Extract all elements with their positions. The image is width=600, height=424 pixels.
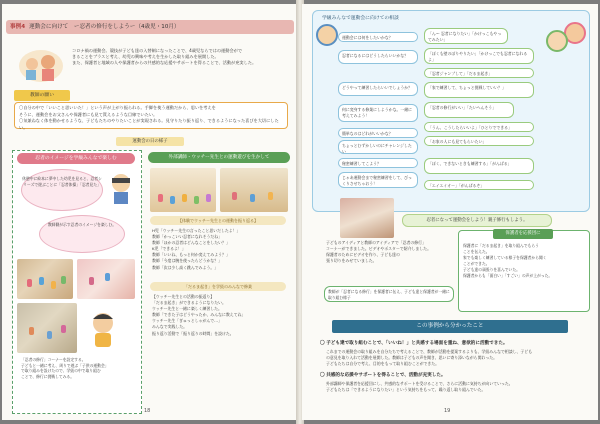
- finding-line: 子どもたちは自分で考え、目的をもって取り組むことができた。: [326, 361, 440, 367]
- dialogue-line: 教師「今度は腕を使ったらどうかな？」: [152, 258, 223, 264]
- support-line: 保護者からも「面白い」「すごい」の声が上がった。: [463, 273, 553, 278]
- dialogue-line: 教師「次は少し高く跳んでみよう。」: [152, 264, 219, 270]
- teacher-wish-line: 〇自分の中で「いいこと思いいた！」という声が上がり振られる。手脚を使う運動だから、思いを考えを: [19, 105, 216, 110]
- finding-heading: 〇 子ども達で取り組むことで、「いいね！」と共感する場面を重ね、意欲的に活動できた。: [320, 341, 508, 346]
- ninja-drawing-icon: [105, 171, 137, 207]
- teacher-wish-box: [14, 102, 288, 129]
- daruma-line: 教師「できた子はどうやったか、みんなに教えてね」: [152, 312, 246, 318]
- teacher-wish-badge: 教師の願い: [14, 90, 70, 101]
- child-bubble: 「ん～ 忍者になりたい」「かけっこもやってみたい」: [424, 28, 508, 44]
- daruma-line: 【ウッチー先生との活動の振返り】: [152, 294, 215, 299]
- caption-line: 「忍者の修行」コーナーを設定する。: [21, 357, 86, 362]
- teacher-bubble: じゃあ運動会まで秘密練習をして、びっくりさせちゃおう！: [338, 172, 418, 188]
- flow-tag: 運動会の日の様子: [116, 137, 184, 146]
- teacher-bubble: 簡単なのはどれがいいかな？: [338, 128, 418, 138]
- child-bubble: 「うん、こうしたらいいよ」「ひとりでできる」: [424, 122, 534, 132]
- ninja-image-title: 忍者のイメージを学級みんなで楽しむ: [17, 153, 135, 164]
- child-bubble: 「エイエイオー」「がんばるぞ」: [424, 180, 534, 190]
- daruma-line: ウッチー先生「ぎゅっとしゃがんで…」: [152, 318, 222, 324]
- teacher-bubble: 何に変身する修業にしようかな。一緒に考えてみよう！: [338, 104, 418, 122]
- intro-text: [72, 48, 288, 67]
- page-number-right: 19: [444, 408, 451, 414]
- corner-line: 保護者のためにビデオを作り、子ども達の: [326, 252, 400, 257]
- support-line: 保護者に「だるま起き」を取り組んでもらう: [463, 243, 539, 248]
- daruma-block: [152, 294, 290, 337]
- caption-line: で取り組みを設けたので、学級の中で取り組む: [21, 368, 101, 374]
- page-number-left: 18: [144, 408, 151, 414]
- case-header: [6, 20, 294, 34]
- ninja-image-column: [12, 150, 142, 414]
- intro-illustration: [14, 42, 68, 86]
- daruma-line: 振り返り活動で「振り返りの時間」を設けた。: [152, 330, 234, 336]
- support-line: 子ども達の頑張りを喜んでいた。: [463, 267, 520, 272]
- teacher-bubble: 秘密練習してこよう？: [338, 158, 418, 168]
- support-line: 家でも楽しく練習している様子を保護者から聞く: [463, 255, 547, 260]
- outside-teacher-title: 外部講師・ウッチー先生との運動遊びを生かして: [148, 152, 290, 163]
- finding-line: の意見を取り入れて活動を展開した。教師は子どもの声を聞き、思いに寄り添いながら関わった。: [326, 355, 497, 361]
- activity-photo: [77, 259, 135, 299]
- teacher-bubble: ちょっとむずかしいのにチャレンジしたい: [338, 140, 418, 154]
- finding-body: [326, 349, 588, 367]
- caption-line: 子どもと一緒に考え、周りで遊ぶ「子供の運動会」: [21, 362, 109, 368]
- idea-bubble: 休憩中に絵本に夢中した幼児を見ると、忍者シリーズで遊ぶことに「忍者体操」「忍者見た」: [21, 169, 103, 211]
- boy-illustration-icon: [83, 307, 127, 351]
- finding-heading: 〇 共感的な応援やサポートを得ることで、活動が充実した。: [320, 373, 446, 378]
- daruma-line: 「だるま起き」ができるようになりたい。: [152, 300, 226, 306]
- case-title: 運動会に向けて ー忍者の修行をしようー（4歳児・10月）: [29, 24, 180, 30]
- parent-note: 教師が「忍者になる修行」を保護者に伝え、子ども達と保護者が一緒に取り組む様子: [324, 286, 454, 302]
- daruma-chip: 「だるま起き」を学級のみんなで修業: [150, 282, 286, 291]
- dialogue-line: 教師「かっこいい忍者になれそうだね」: [152, 234, 223, 240]
- idea-bubble: 教師側が示す忍者のイメージを楽しむ。: [39, 215, 125, 253]
- caption-line: ことで、修行に挑戦してみる。: [21, 373, 75, 379]
- reflection-chip: 【体験でウッチー先生との運動を振り返る】: [150, 216, 286, 225]
- finding-line: これまでの運動会の取り組みを自分たちで考えることで、教師が活動を提案するよりも、学級みんなで相談し、子ども: [326, 349, 533, 354]
- child-bubble: 「ぼく、できないときも練習する」「がんばる」: [424, 158, 534, 174]
- teacher-bubble: 運動会には何をしたいかな？: [338, 32, 418, 42]
- parent-support-box: [458, 230, 590, 312]
- child-bubble: 「忍者の修行がいい」「たいへんそう」: [424, 102, 514, 118]
- teacher-wish-line: 〇気兼ねなく体を動かせるような、子どもたちのやりたいことが実現される。見守りたり振り返り、できるようになった喜びを大切にしたい。: [19, 118, 279, 130]
- child-bubble: 「家で練習して、ちょっと挑戦していい？」: [424, 82, 534, 98]
- daruma-line: ウッチー先生と一緒に楽しく練習した。: [152, 306, 222, 312]
- ninja-practice-photo: [340, 198, 394, 238]
- findings-band: この事例から分かったこと: [332, 320, 568, 333]
- child-bubble: 「ぼくも壁のぼりやりたい」「かけっこでも忍者になれるよ」: [424, 48, 534, 64]
- teacher-bubble: 忍者になるにはどうしたらいいかな？: [338, 50, 418, 64]
- corner-line: 張り切りをみせていました。: [326, 258, 377, 263]
- gym-photo: [220, 168, 288, 212]
- right-page: [302, 4, 598, 420]
- teacher-face-icon: [316, 24, 338, 46]
- gym-photo: [150, 168, 216, 212]
- intro-line: また、保護者と地域の人や保護者からの共感的な応援やサポートを得ることで、活動が充実した。: [72, 60, 257, 66]
- left-page: [2, 4, 298, 420]
- child-face-icon: [546, 30, 568, 52]
- child-bubble: 「忍者ジャンプして」「だるま起き」: [424, 68, 534, 78]
- parent-support-text: [463, 243, 585, 279]
- practice-photo: [17, 303, 77, 353]
- finding-body: [326, 381, 588, 393]
- support-line: ことを伝えた。: [463, 249, 490, 254]
- teacher-wish-line: そうに、運動会をお父さんや保護者にも見て貰えるような目線でいたい。: [19, 111, 158, 117]
- corner-line: コーナーができました。ビデオやポスターで紹介しました。: [326, 246, 431, 251]
- dialogue-line: 教師「いいね、もっと何か変えてみよう？」: [152, 252, 230, 258]
- daruma-line: みんなで実践した。: [152, 324, 188, 330]
- parent-support-title: 保護者を応援団に: [493, 229, 553, 239]
- corner-line: 子どものアイディアと教師のアイディアで「忍者の修行」: [326, 240, 426, 245]
- photo-caption: 忍者になって運動会をしよう！親子修行もしよう。: [402, 214, 552, 227]
- ninja-corner-text: [326, 240, 450, 264]
- teacher-bubble: どうやって練習したらいいでしょうか？: [338, 82, 418, 96]
- discussion-title: 学級みんなで運動会に向けての相談: [322, 16, 399, 21]
- finding-line: 子どもたちは「できるようになりたい」という気持ちをもって、繰り返し取り組んでいた。: [326, 387, 486, 393]
- dialogue-line: 教師「ほかの忍者はどんなことをしたい？」: [152, 240, 230, 246]
- dialogue-line: H児「ウッチー先生の言ったこと思いだしたよ！」: [152, 228, 241, 233]
- intro-line: きることをプラスと考え、幼児の興味や考えを生かした取り組みを展開した。: [72, 54, 219, 60]
- support-line: ことができた。: [463, 261, 490, 266]
- finding-line: 外部講師や保護者を応援団にし、共感的なサポートを受けることで、さらに活動に気持ちが向いていった。: [326, 381, 513, 386]
- classroom-photo: [17, 259, 73, 299]
- child-bubble: 「お家の人にも見てもらいたい」: [424, 136, 534, 146]
- dialogue-line: K児「できるよ！」: [152, 246, 186, 252]
- intro-line: コロナ禍の運動会。競技が子ども達の入替制になったことで、4歳児ならではの運動会がで: [72, 48, 243, 53]
- case-tag: 事例4: [10, 24, 26, 30]
- ninja-corner-caption: [21, 357, 137, 379]
- dialogue-block: [152, 228, 290, 271]
- outside-teacher-column: [146, 150, 292, 412]
